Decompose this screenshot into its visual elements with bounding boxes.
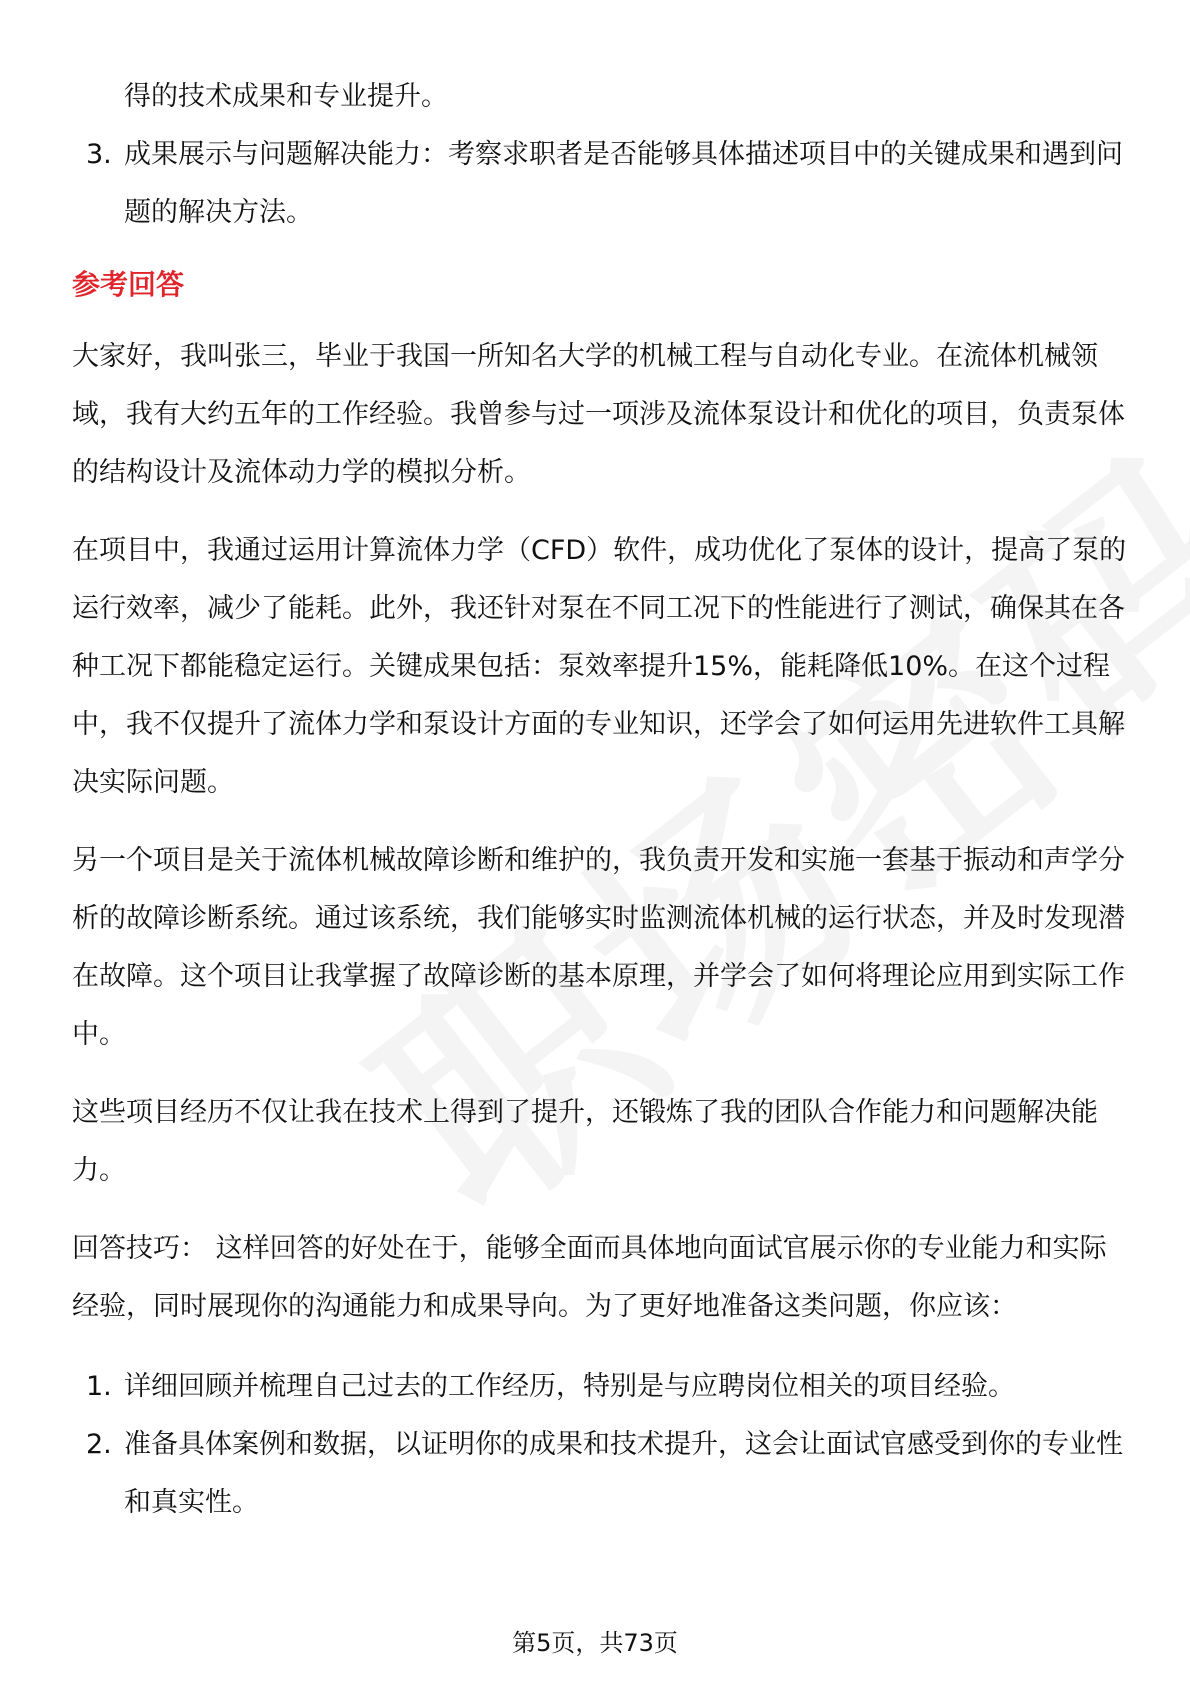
criteria-item-3 [72,126,1132,242]
tips-list [72,1358,1132,1532]
section-title-reference-answer: 参考回答 [72,268,185,301]
tips-item-2 [72,1416,1132,1532]
page-footer: 第5页，共73页 [512,1629,678,1657]
answer-paragraph-intro: 大家好，我叫张三，毕业于我国一所知名大学的机械工程与自动化专业。在流体机械领域，我有大约五年的工作经验。我曾参与过一项涉及流体泵设计和优化的项目，负责泵体的结构设计及流体动力学的模拟分析。 [72,341,1125,488]
list-number: 2. [86,1429,112,1460]
answer-paragraph-project-2: 另一个项目是关于流体机械故障诊断和维护的，我负责开发和实施一套基于振动和声学分析的故障诊断系统。通过该系统，我们能够实时监测流体机械的运行状态，并及时发现潜在故障。这个项目让我掌握了故障诊断的基本原理，并学会了如何将理论应用到实际工作中。 [72,845,1125,1050]
list-number: 1. [86,1371,112,1402]
list-item-text: 详细回顾并梳理自己过去的工作经历，特别是与应聘岗位相关的项目经验。 [124,1371,1015,1402]
answer-paragraph-summary: 这些项目经历不仅让我在技术上得到了提升，还锻炼了我的团队合作能力和问题解决能力。 [72,1097,1098,1186]
tips-item-1 [72,1358,1132,1416]
list-item-text: 准备具体案例和数据，以证明你的成果和技术提升，这会让面试官感受到你的专业性和真实性。 [124,1429,1123,1518]
list-number: 3. [86,139,112,170]
answer-tips-paragraph: 回答技巧： 这样回答的好处在于，能够全面而具体地向面试官展示你的专业能力和实际经验，同时展现你的沟通能力和成果导向。为了更好地准备这类问题，你应该： [72,1233,1107,1322]
page-content [72,68,1132,1532]
answer-paragraph-project-1: 在项目中，我通过运用计算流体力学（CFD）软件，成功优化了泵体的设计，提高了泵的运行效率，减少了能耗。此外，我还针对泵在不同工况下的性能进行了测试，确保其在各种工况下都能稳定运行。关键成果包括：泵效率提升15%，能耗降低10%。在这个过程中，我不仅提升了流体力学和泵设计方面的专业知识，还学会了如何运用先进软件工具解决实际问题。 [72,535,1127,798]
list-item-text: 成果展示与问题解决能力：考察求职者是否能够具体描述项目中的关键成果和遇到问题的解决方法。 [124,139,1123,228]
criteria-item-2-continuation: 得的技术成果和专业提升。 [124,81,448,112]
